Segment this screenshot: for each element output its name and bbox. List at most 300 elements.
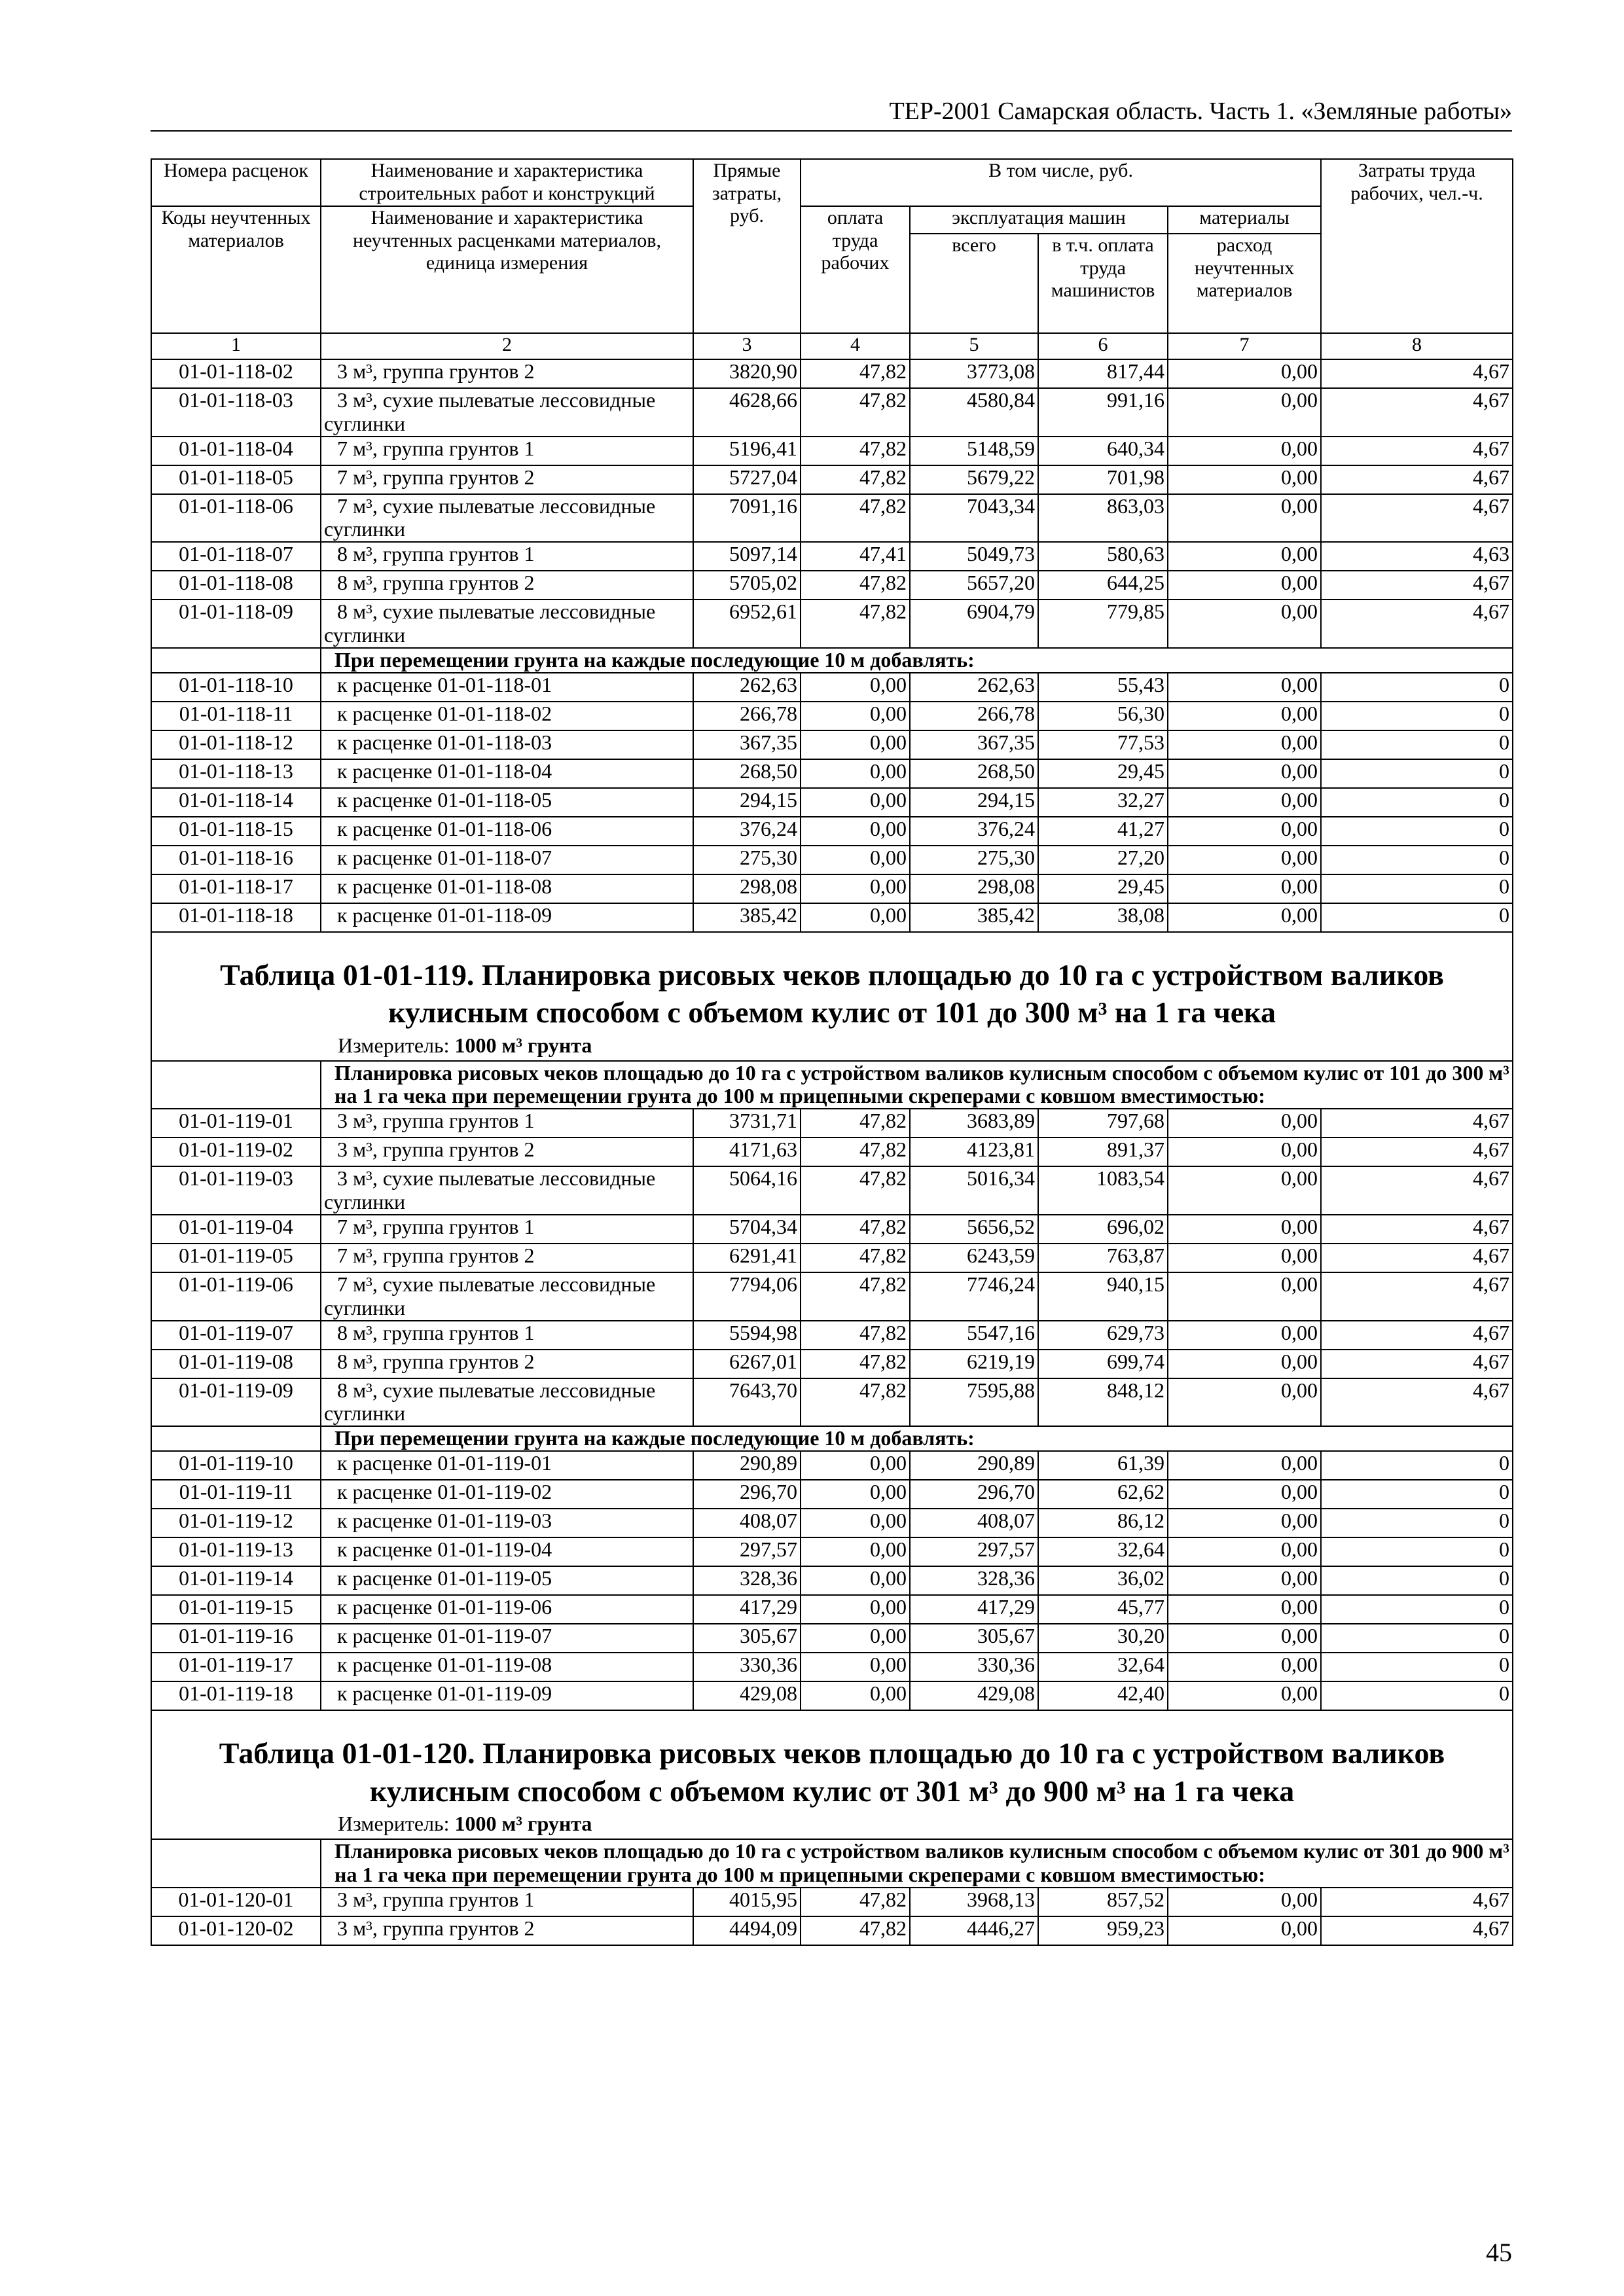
col-number: 4 (801, 333, 910, 359)
machinist-wage: 38,08 (1038, 903, 1168, 932)
labor-hours: 4,67 (1321, 1272, 1513, 1321)
worker-wage: 47,82 (801, 1378, 910, 1427)
table-row (151, 1272, 1513, 1321)
rate-name: 8 м³, группа грунтов 2 (321, 1350, 693, 1378)
machinist-wage: 848,12 (1038, 1378, 1168, 1427)
direct-cost: 385,42 (693, 903, 801, 932)
labor-hours: 4,67 (1321, 1166, 1513, 1215)
direct-cost: 7794,06 (693, 1272, 801, 1321)
machinist-wage: 32,64 (1038, 1653, 1168, 1681)
machine-cost: 376,24 (910, 817, 1038, 846)
machine-cost: 367,35 (910, 730, 1038, 759)
machinist-wage: 36,02 (1038, 1566, 1168, 1595)
rate-name: 3 м³, сухие пылеватые лессовидные суглинки (321, 388, 693, 437)
machine-cost: 5657,20 (910, 571, 1038, 600)
head-row-2 (151, 206, 1513, 234)
direct-cost: 4015,95 (693, 1888, 801, 1916)
machinist-wage: 817,44 (1038, 359, 1168, 388)
materials-cost: 0,00 (1168, 730, 1321, 759)
machinist-wage: 29,45 (1038, 874, 1168, 903)
machine-cost: 275,30 (910, 846, 1038, 874)
head-wage: оплата труда рабочих (801, 206, 910, 333)
worker-wage: 0,00 (801, 1480, 910, 1509)
rate-code: 01-01-118-03 (151, 388, 321, 437)
direct-cost: 5704,34 (693, 1215, 801, 1244)
rate-code: 01-01-119-04 (151, 1215, 321, 1244)
measure-unit (152, 1034, 1512, 1060)
head-rate-numbers: Номера расценок (151, 159, 321, 206)
machine-cost: 5016,34 (910, 1166, 1038, 1215)
rate-code: 01-01-118-15 (151, 817, 321, 846)
worker-wage: 0,00 (801, 1595, 910, 1624)
labor-hours: 0 (1321, 673, 1513, 702)
head-machines-total: всего (910, 234, 1038, 333)
machine-cost: 7043,34 (910, 494, 1038, 543)
direct-cost: 298,08 (693, 874, 801, 903)
rate-name: 7 м³, сухие пылеватые лессовидные суглинки (321, 494, 693, 543)
machine-cost: 298,08 (910, 874, 1038, 903)
worker-wage: 47,82 (801, 465, 910, 494)
machine-cost: 5679,22 (910, 465, 1038, 494)
labor-hours: 4,67 (1321, 359, 1513, 388)
machine-cost: 5148,59 (910, 437, 1038, 465)
table-row (151, 1138, 1513, 1166)
materials-cost: 0,00 (1168, 788, 1321, 817)
section-header (151, 1839, 1513, 1888)
rate-name: 3 м³, группа грунтов 2 (321, 1916, 693, 1945)
worker-wage: 47,82 (801, 1215, 910, 1244)
table-row (151, 1166, 1513, 1215)
rate-name: к расценке 01-01-119-04 (321, 1537, 693, 1566)
machine-cost: 3968,13 (910, 1888, 1038, 1916)
direct-cost: 4628,66 (693, 388, 801, 437)
labor-hours: 4,67 (1321, 571, 1513, 600)
head-unaccounted-materials: расход неучтенных материалов (1168, 234, 1321, 333)
table-row (151, 1595, 1513, 1624)
direct-cost: 4494,09 (693, 1916, 801, 1945)
direct-cost: 5727,04 (693, 465, 801, 494)
worker-wage: 0,00 (801, 1624, 910, 1653)
rate-code: 01-01-119-02 (151, 1138, 321, 1166)
rate-code: 01-01-118-11 (151, 702, 321, 730)
table-title-cell (151, 1710, 1513, 1839)
labor-hours: 0 (1321, 1480, 1513, 1509)
materials-cost: 0,00 (1168, 494, 1321, 543)
table-row (151, 494, 1513, 543)
machinist-wage: 863,03 (1038, 494, 1168, 543)
rate-name: к расценке 01-01-118-06 (321, 817, 693, 846)
table-title: Таблица 01-01-119. Планировка рисовых чеков площадью до 10 га с устройством валиков кулисным способом с объемом кулис от 101 до 300 м³ на 1 га чека (220, 958, 1444, 1030)
machine-cost: 7746,24 (910, 1272, 1038, 1321)
rate-name: к расценке 01-01-119-06 (321, 1595, 693, 1624)
section-blank (151, 1839, 321, 1888)
materials-cost: 0,00 (1168, 702, 1321, 730)
table-row (151, 1350, 1513, 1378)
materials-cost: 0,00 (1168, 542, 1321, 571)
materials-cost: 0,00 (1168, 388, 1321, 437)
col-number: 1 (151, 333, 321, 359)
labor-hours: 0 (1321, 1566, 1513, 1595)
materials-cost: 0,00 (1168, 1624, 1321, 1653)
measure-value: 1000 м³ грунта (454, 1033, 592, 1057)
rate-code: 01-01-118-18 (151, 903, 321, 932)
labor-hours: 4,67 (1321, 494, 1513, 543)
worker-wage: 0,00 (801, 1566, 910, 1595)
rate-name: к расценке 01-01-119-03 (321, 1509, 693, 1537)
table-row (151, 903, 1513, 932)
direct-cost: 296,70 (693, 1480, 801, 1509)
direct-cost: 376,24 (693, 817, 801, 846)
col-number: 6 (1038, 333, 1168, 359)
col-number: 2 (321, 333, 693, 359)
direct-cost: 290,89 (693, 1451, 801, 1480)
rate-name: к расценке 01-01-119-08 (321, 1653, 693, 1681)
worker-wage: 0,00 (801, 759, 910, 788)
direct-cost: 262,63 (693, 673, 801, 702)
machinist-wage: 797,68 (1038, 1109, 1168, 1138)
section-title: Планировка рисовых чеков площадью до 10 га с устройством валиков кулисным способом с объемом кулис от 101 до 300 м³ на 1 га чека при перемещении грунта до 100 м прицепными скреперами с ковшом вместимостью: (321, 1061, 1513, 1109)
direct-cost: 5594,98 (693, 1321, 801, 1350)
labor-hours: 4,67 (1321, 1888, 1513, 1916)
table-row (151, 1378, 1513, 1427)
labor-hours: 4,67 (1321, 1378, 1513, 1427)
rate-code: 01-01-118-16 (151, 846, 321, 874)
table-row (151, 1537, 1513, 1566)
rate-name: 3 м³, группа грунтов 1 (321, 1888, 693, 1916)
head-labor: Затраты труда рабочих, чел.-ч. (1321, 159, 1513, 333)
table-row (151, 788, 1513, 817)
rate-name: к расценке 01-01-118-02 (321, 702, 693, 730)
materials-cost: 0,00 (1168, 1350, 1321, 1378)
measure-label: Измеритель: (338, 1033, 450, 1057)
worker-wage: 47,82 (801, 437, 910, 465)
rate-code: 01-01-119-17 (151, 1653, 321, 1681)
rate-code: 01-01-118-14 (151, 788, 321, 817)
machine-cost: 3683,89 (910, 1109, 1038, 1138)
direct-cost: 4171,63 (693, 1138, 801, 1166)
table-row (151, 437, 1513, 465)
table-row (151, 1916, 1513, 1945)
labor-hours: 4,67 (1321, 1321, 1513, 1350)
rate-code: 01-01-119-08 (151, 1350, 321, 1378)
machinist-wage: 41,27 (1038, 817, 1168, 846)
table-row (151, 1215, 1513, 1244)
machine-cost: 417,29 (910, 1595, 1038, 1624)
table-row (151, 1888, 1513, 1916)
machinist-wage: 696,02 (1038, 1215, 1168, 1244)
table-row (151, 673, 1513, 702)
direct-cost: 6952,61 (693, 600, 801, 648)
rate-name: 7 м³, группа грунтов 1 (321, 437, 693, 465)
table-row (151, 1244, 1513, 1272)
machine-cost: 290,89 (910, 1451, 1038, 1480)
labor-hours: 0 (1321, 846, 1513, 874)
worker-wage: 47,82 (801, 1321, 910, 1350)
machine-cost: 3773,08 (910, 359, 1038, 388)
rate-code: 01-01-119-15 (151, 1595, 321, 1624)
head-numbers-row (151, 333, 1513, 359)
machine-cost: 262,63 (910, 673, 1038, 702)
machine-cost: 385,42 (910, 903, 1038, 932)
rate-code: 01-01-118-12 (151, 730, 321, 759)
rate-name: 8 м³, группа грунтов 2 (321, 571, 693, 600)
worker-wage: 47,82 (801, 1166, 910, 1215)
head-material-codes: Коды неучтенных материалов (151, 206, 321, 333)
rate-code: 01-01-118-17 (151, 874, 321, 903)
machine-cost: 4580,84 (910, 388, 1038, 437)
rate-code: 01-01-119-10 (151, 1451, 321, 1480)
materials-cost: 0,00 (1168, 759, 1321, 788)
rate-name: к расценке 01-01-119-01 (321, 1451, 693, 1480)
direct-cost: 417,29 (693, 1595, 801, 1624)
rate-code: 01-01-119-06 (151, 1272, 321, 1321)
direct-cost: 5705,02 (693, 571, 801, 600)
labor-hours: 0 (1321, 817, 1513, 846)
labor-hours: 0 (1321, 1537, 1513, 1566)
direct-cost: 275,30 (693, 846, 801, 874)
head-direct-costs: Прямые затраты, руб. (693, 159, 801, 333)
machinist-wage: 763,87 (1038, 1244, 1168, 1272)
rate-code: 01-01-119-05 (151, 1244, 321, 1272)
machinist-wage: 1083,54 (1038, 1166, 1168, 1215)
machine-cost: 6219,19 (910, 1350, 1038, 1378)
machine-cost: 6904,79 (910, 600, 1038, 648)
labor-hours: 0 (1321, 730, 1513, 759)
rate-code: 01-01-119-12 (151, 1509, 321, 1537)
rate-code: 01-01-119-09 (151, 1378, 321, 1427)
direct-cost: 294,15 (693, 788, 801, 817)
section-additional (151, 1426, 1513, 1451)
machine-cost: 330,36 (910, 1653, 1038, 1681)
section-header (151, 1061, 1513, 1109)
materials-cost: 0,00 (1168, 1166, 1321, 1215)
machinist-wage: 779,85 (1038, 600, 1168, 648)
machinist-wage: 940,15 (1038, 1272, 1168, 1321)
section-blank (151, 648, 321, 673)
rate-code: 01-01-119-01 (151, 1109, 321, 1138)
worker-wage: 0,00 (801, 1681, 910, 1710)
materials-cost: 0,00 (1168, 571, 1321, 600)
materials-cost: 0,00 (1168, 465, 1321, 494)
direct-cost: 305,67 (693, 1624, 801, 1653)
direct-cost: 5196,41 (693, 437, 801, 465)
labor-hours: 0 (1321, 1509, 1513, 1537)
materials-cost: 0,00 (1168, 359, 1321, 388)
machine-cost: 297,57 (910, 1537, 1038, 1566)
machine-cost: 305,67 (910, 1624, 1038, 1653)
rate-name: 7 м³, сухие пылеватые лессовидные суглинки (321, 1272, 693, 1321)
materials-cost: 0,00 (1168, 1109, 1321, 1138)
rate-name: 7 м³, группа грунтов 2 (321, 1244, 693, 1272)
direct-cost: 297,57 (693, 1537, 801, 1566)
running-header: ТЕР-2001 Самарская область. Часть 1. «Земляные работы» (889, 98, 1512, 125)
worker-wage: 0,00 (801, 903, 910, 932)
labor-hours: 4,67 (1321, 465, 1513, 494)
rate-name: к расценке 01-01-118-07 (321, 846, 693, 874)
rate-name: к расценке 01-01-118-04 (321, 759, 693, 788)
direct-cost: 429,08 (693, 1681, 801, 1710)
table-row (151, 1451, 1513, 1480)
labor-hours: 4,67 (1321, 388, 1513, 437)
worker-wage: 47,82 (801, 1888, 910, 1916)
materials-cost: 0,00 (1168, 1451, 1321, 1480)
direct-cost: 3731,71 (693, 1109, 801, 1138)
direct-cost: 7643,70 (693, 1378, 801, 1427)
worker-wage: 0,00 (801, 1509, 910, 1537)
rate-name: к расценке 01-01-118-09 (321, 903, 693, 932)
rate-name: 7 м³, группа грунтов 2 (321, 465, 693, 494)
machinist-wage: 30,20 (1038, 1624, 1168, 1653)
machine-cost: 4123,81 (910, 1138, 1038, 1166)
direct-cost: 5064,16 (693, 1166, 801, 1215)
table-row (151, 730, 1513, 759)
worker-wage: 47,82 (801, 1109, 910, 1138)
machinist-wage: 32,64 (1038, 1537, 1168, 1566)
rate-code: 01-01-118-05 (151, 465, 321, 494)
worker-wage: 0,00 (801, 1537, 910, 1566)
machine-cost: 5049,73 (910, 542, 1038, 571)
materials-cost: 0,00 (1168, 846, 1321, 874)
rate-code: 01-01-118-04 (151, 437, 321, 465)
machine-cost: 266,78 (910, 702, 1038, 730)
rate-name: 8 м³, сухие пылеватые лессовидные суглинки (321, 1378, 693, 1427)
labor-hours: 0 (1321, 759, 1513, 788)
page-number: 45 (1486, 2238, 1512, 2267)
machinist-wage: 61,39 (1038, 1451, 1168, 1480)
materials-cost: 0,00 (1168, 1244, 1321, 1272)
table-row (151, 600, 1513, 648)
machinist-wage: 29,45 (1038, 759, 1168, 788)
rate-name: к расценке 01-01-118-03 (321, 730, 693, 759)
head-including: В том числе, руб. (801, 159, 1321, 206)
col-number: 8 (1321, 333, 1513, 359)
section-title: При перемещении грунта на каждые последующие 10 м добавлять: (321, 1426, 1513, 1451)
materials-cost: 0,00 (1168, 1595, 1321, 1624)
measure-unit (152, 1812, 1512, 1839)
head-material-names: Наименование и характеристика неучтенных расценками материалов, единица измерения (321, 206, 693, 333)
machine-cost: 5656,52 (910, 1215, 1038, 1244)
direct-cost: 330,36 (693, 1653, 801, 1681)
table-row (151, 542, 1513, 571)
section-blank (151, 1061, 321, 1109)
machine-cost: 5547,16 (910, 1321, 1038, 1350)
machinist-wage: 699,74 (1038, 1350, 1168, 1378)
labor-hours: 0 (1321, 1595, 1513, 1624)
materials-cost: 0,00 (1168, 1480, 1321, 1509)
direct-cost: 408,07 (693, 1509, 801, 1537)
rate-code: 01-01-118-06 (151, 494, 321, 543)
direct-cost: 6291,41 (693, 1244, 801, 1272)
head-work-name: Наименование и характеристика строительных работ и конструкций (321, 159, 693, 206)
labor-hours: 4,67 (1321, 1244, 1513, 1272)
rate-name: к расценке 01-01-118-01 (321, 673, 693, 702)
machinist-wage: 77,53 (1038, 730, 1168, 759)
rate-name: к расценке 01-01-119-02 (321, 1480, 693, 1509)
labor-hours: 0 (1321, 1624, 1513, 1653)
direct-cost: 367,35 (693, 730, 801, 759)
materials-cost: 0,00 (1168, 1653, 1321, 1681)
machinist-wage: 55,43 (1038, 673, 1168, 702)
direct-cost: 268,50 (693, 759, 801, 788)
rate-name: к расценке 01-01-118-08 (321, 874, 693, 903)
worker-wage: 0,00 (801, 846, 910, 874)
table-row (151, 1566, 1513, 1595)
worker-wage: 0,00 (801, 673, 910, 702)
machinist-wage: 56,30 (1038, 702, 1168, 730)
rate-name: к расценке 01-01-119-09 (321, 1681, 693, 1710)
rate-name: 3 м³, сухие пылеватые лессовидные суглинки (321, 1166, 693, 1215)
machinist-wage: 45,77 (1038, 1595, 1168, 1624)
table-row (151, 1321, 1513, 1350)
col-number: 7 (1168, 333, 1321, 359)
rate-code: 01-01-119-07 (151, 1321, 321, 1350)
worker-wage: 47,41 (801, 542, 910, 571)
rate-code: 01-01-118-08 (151, 571, 321, 600)
rate-name: к расценке 01-01-119-05 (321, 1566, 693, 1595)
materials-cost: 0,00 (1168, 1321, 1321, 1350)
rate-code: 01-01-119-14 (151, 1566, 321, 1595)
worker-wage: 47,82 (801, 494, 910, 543)
labor-hours: 0 (1321, 903, 1513, 932)
rate-name: к расценке 01-01-119-07 (321, 1624, 693, 1653)
rate-name: 8 м³, сухие пылеватые лессовидные суглинки (321, 600, 693, 648)
col-number: 5 (910, 333, 1038, 359)
worker-wage: 0,00 (801, 1451, 910, 1480)
rate-name: 8 м³, группа грунтов 1 (321, 542, 693, 571)
head-row-1 (151, 159, 1513, 206)
machinist-wage: 644,25 (1038, 571, 1168, 600)
machine-cost: 4446,27 (910, 1916, 1038, 1945)
materials-cost: 0,00 (1168, 1888, 1321, 1916)
direct-cost: 5097,14 (693, 542, 801, 571)
labor-hours: 0 (1321, 874, 1513, 903)
labor-hours: 0 (1321, 702, 1513, 730)
direct-cost: 266,78 (693, 702, 801, 730)
labor-hours: 4,67 (1321, 437, 1513, 465)
rate-code: 01-01-119-18 (151, 1681, 321, 1710)
materials-cost: 0,00 (1168, 903, 1321, 932)
rate-name: 8 м³, группа грунтов 1 (321, 1321, 693, 1350)
labor-hours: 0 (1321, 1681, 1513, 1710)
section-title: При перемещении грунта на каждые последующие 10 м добавлять: (321, 648, 1513, 673)
worker-wage: 0,00 (801, 788, 910, 817)
table-row (151, 1509, 1513, 1537)
worker-wage: 47,82 (801, 1244, 910, 1272)
labor-hours: 4,67 (1321, 1138, 1513, 1166)
table-row (151, 571, 1513, 600)
table-row (151, 817, 1513, 846)
direct-cost: 6267,01 (693, 1350, 801, 1378)
worker-wage: 0,00 (801, 702, 910, 730)
labor-hours: 4,67 (1321, 600, 1513, 648)
direct-cost: 7091,16 (693, 494, 801, 543)
col-number: 3 (693, 333, 801, 359)
materials-cost: 0,00 (1168, 1378, 1321, 1427)
machine-cost: 268,50 (910, 759, 1038, 788)
materials-cost: 0,00 (1168, 600, 1321, 648)
head-machines: эксплуатация машин (910, 206, 1168, 234)
worker-wage: 47,82 (801, 388, 910, 437)
machinist-wage: 857,52 (1038, 1888, 1168, 1916)
direct-cost: 3820,90 (693, 359, 801, 388)
rate-name: 7 м³, группа грунтов 1 (321, 1215, 693, 1244)
worker-wage: 47,82 (801, 1916, 910, 1945)
worker-wage: 47,82 (801, 1350, 910, 1378)
worker-wage: 47,82 (801, 1138, 910, 1166)
labor-hours: 4,67 (1321, 1350, 1513, 1378)
machinist-wage: 27,20 (1038, 846, 1168, 874)
table-title-row (151, 1710, 1513, 1839)
